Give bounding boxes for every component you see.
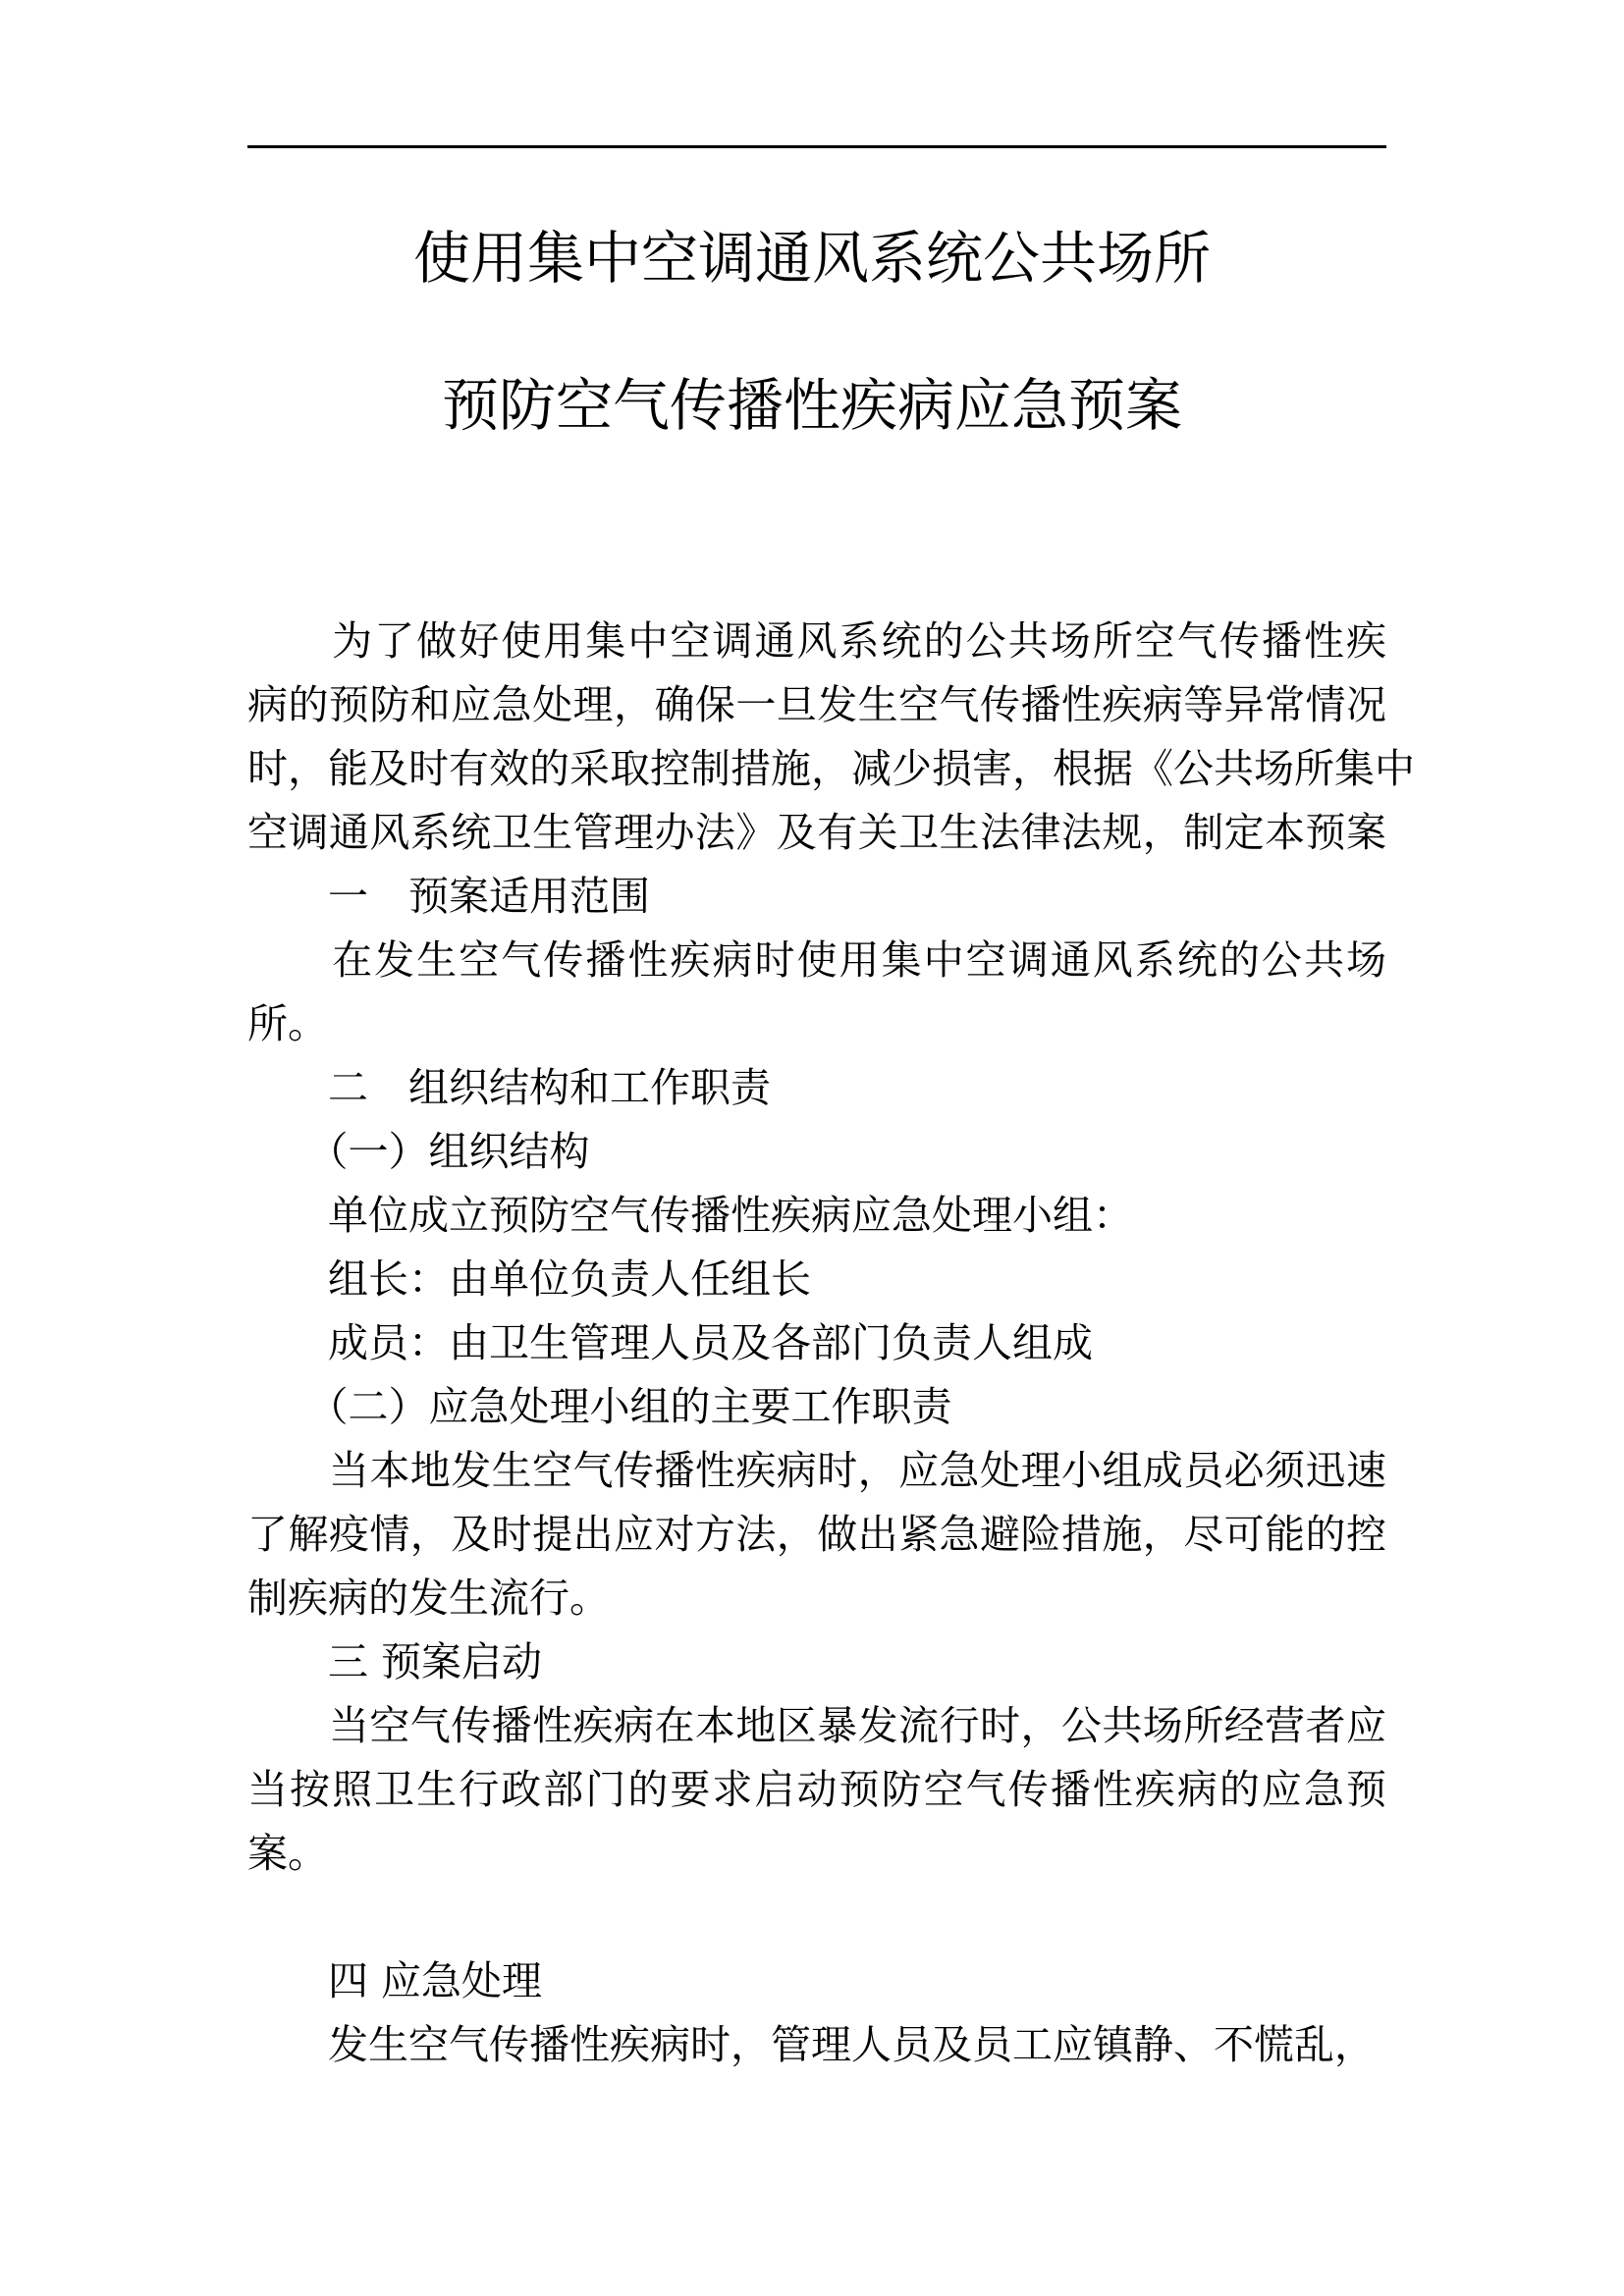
body-line: 所。 [247, 1000, 328, 1047]
body-line: 病的预防和应急处理，确保一旦发生空气传播性疾病等异常情况 [247, 681, 1386, 728]
header-rule [247, 145, 1386, 148]
body-line: 在发生空气传播性疾病时使用集中空调通风系统的公共场 [247, 936, 1386, 984]
body-line: 当按照卫生行政部门的要求启动预防空气传播性疾病的应急预 [247, 1766, 1386, 1813]
section-heading-scope: 一 预案适用范围 [247, 873, 650, 920]
document-title-line-1: 使用集中空调通风系统公共场所 [412, 225, 1211, 292]
subsection-heading-duties: （二）应急处理小组的主要工作职责 [247, 1383, 952, 1430]
body-line: 为了做好使用集中空调通风系统的公共场所空气传播性疾 [247, 617, 1386, 665]
body-line: 当本地发生空气传播性疾病时，应急处理小组成员必须迅速 [247, 1447, 1386, 1494]
document-title-line-2: 预防空气传播性疾病应急预案 [441, 372, 1182, 439]
body-line: 成员：由卫生管理人员及各部门负责人组成 [247, 1319, 1093, 1366]
body-line: 组长：由单位负责人任组长 [247, 1255, 811, 1303]
body-line: 制疾病的发生流行。 [247, 1575, 610, 1622]
body-line: 当空气传播性疾病在本地区暴发流行时，公共场所经营者应 [247, 1702, 1386, 1749]
section-heading-activation: 三 预案启动 [247, 1638, 543, 1685]
subsection-heading-structure: （一）组织结构 [247, 1128, 590, 1175]
body-line: 发生空气传播性疾病时，管理人员及员工应镇静、不慌乱， [247, 2021, 1375, 2068]
body-line: 时，能及时有效的采取控制措施，减少损害，根据《公共场所集中 [247, 745, 1415, 792]
body-line: 了解疫情，及时提出应对方法，做出紧急避险措施，尽可能的控 [247, 1511, 1386, 1558]
body-line: 空调通风系统卫生管理办法》及有关卫生法律法规，制定本预案 [247, 809, 1386, 856]
body-line: 案。 [247, 1830, 328, 1877]
section-heading-organization: 二 组织结构和工作职责 [247, 1064, 771, 1111]
body-line: 单位成立预防空气传播性疾病应急处理小组： [247, 1192, 1133, 1239]
section-heading-emergency: 四 应急处理 [247, 1957, 543, 2004]
